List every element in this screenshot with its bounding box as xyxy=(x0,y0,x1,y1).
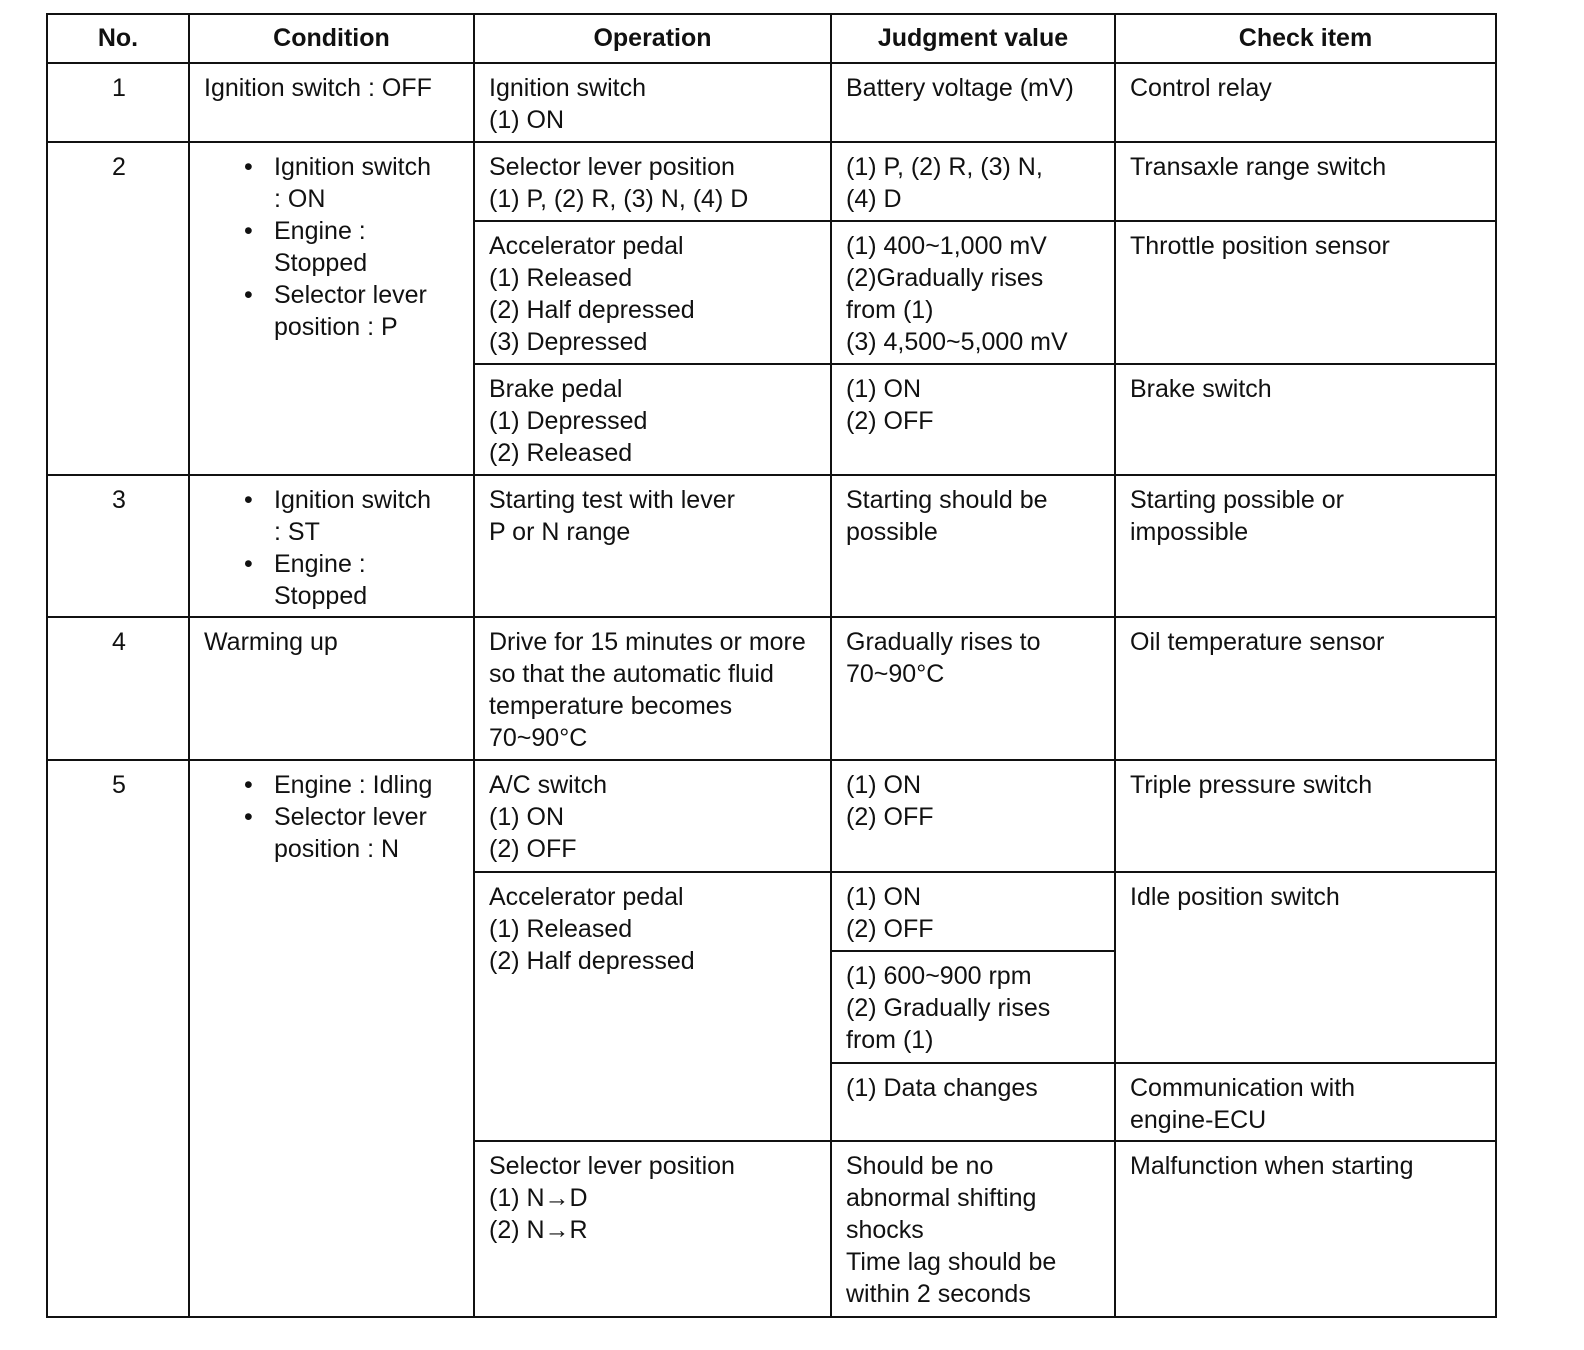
judgment-line: (1) 600~900 rpm xyxy=(846,962,1032,991)
condition-bullet xyxy=(244,151,461,215)
operation-line: Accelerator pedal xyxy=(489,232,684,261)
judgment-cell xyxy=(831,1141,1115,1317)
check-item-line: Oil temperature sensor xyxy=(1130,628,1385,657)
condition-line: Ignition switch : OFF xyxy=(204,73,432,102)
judgment-cell xyxy=(831,951,1115,1063)
table-header-row xyxy=(47,14,1496,63)
operation-line: (2) Released xyxy=(489,439,633,468)
condition-list xyxy=(204,151,461,343)
operation-line: (2) Half depressed xyxy=(489,296,695,325)
judgment-cell xyxy=(831,221,1115,364)
judgment-cell xyxy=(831,475,1115,617)
judgment-line: (2)Gradually rises xyxy=(846,264,1044,293)
operation-line: (1) Depressed xyxy=(489,407,648,436)
check-item-cell xyxy=(1115,760,1496,872)
table-row xyxy=(47,142,1496,221)
check-item-line: engine-ECU xyxy=(1130,1105,1267,1134)
condition-line: Stopped xyxy=(274,582,368,611)
judgment-line: (1) ON xyxy=(846,883,921,912)
operation-line: A/C switch xyxy=(489,771,608,800)
check-item-line: impossible xyxy=(1130,518,1249,547)
condition-cell xyxy=(189,617,474,760)
judgment-line: (1) P, (2) R, (3) N, xyxy=(846,152,1043,181)
check-item-line: Starting possible or xyxy=(1130,486,1345,515)
header-judgment-value: Judgment value xyxy=(831,14,1115,63)
operation-cell xyxy=(474,364,831,475)
operation-cell xyxy=(474,221,831,364)
condition-line: position : N xyxy=(274,835,400,864)
judgment-line: (1) 400~1,000 mV xyxy=(846,232,1047,261)
table-row xyxy=(47,475,1496,617)
judgment-line: (2) Gradually rises xyxy=(846,994,1051,1023)
check-item-cell xyxy=(1115,1141,1496,1317)
judgment-cell xyxy=(831,142,1115,221)
judgment-line: (2) OFF xyxy=(846,803,934,832)
operation-line: Starting test with lever xyxy=(489,486,735,515)
condition-bullet xyxy=(244,801,461,865)
judgment-line: Time lag should be xyxy=(846,1248,1057,1277)
operation-line: so that the automatic fluid xyxy=(489,660,774,689)
operation-line: Accelerator pedal xyxy=(489,883,684,912)
condition-line: • Ignition switch xyxy=(274,486,432,515)
check-item-line: Communication with xyxy=(1130,1073,1356,1102)
operation-cell xyxy=(474,872,831,1141)
judgment-line: Starting should be xyxy=(846,486,1048,515)
judgment-line: Battery voltage (mV) xyxy=(846,73,1074,102)
judgment-cell xyxy=(831,63,1115,142)
condition-line: • Engine : Idling xyxy=(274,771,433,800)
check-item-line: Throttle position sensor xyxy=(1130,232,1390,261)
condition-cell xyxy=(189,63,474,142)
judgment-cell xyxy=(831,760,1115,872)
check-item-line: Brake switch xyxy=(1130,375,1272,404)
condition-list xyxy=(204,484,461,612)
judgment-line: abnormal shifting xyxy=(846,1184,1037,1213)
check-item-cell xyxy=(1115,364,1496,475)
operation-line: Brake pedal xyxy=(489,375,623,404)
judgment-line: 70~90°C xyxy=(846,660,945,689)
row-number: 5 xyxy=(47,760,189,1317)
check-item-cell xyxy=(1115,142,1496,221)
check-item-cell xyxy=(1115,475,1496,617)
check-item-line: Control relay xyxy=(1130,73,1272,102)
operation-line: Selector lever position xyxy=(489,1152,735,1181)
condition-bullet xyxy=(244,279,461,343)
judgment-line: (1) ON xyxy=(846,375,921,404)
condition-cell xyxy=(189,760,474,1317)
operation-line: Ignition switch xyxy=(489,73,647,102)
operation-line: temperature becomes xyxy=(489,692,733,721)
operation-line: (1) ON xyxy=(489,803,564,832)
condition-bullet xyxy=(244,484,461,548)
operation-line: (2) N→R xyxy=(489,1216,588,1245)
header-check-item: Check item xyxy=(1115,14,1496,63)
judgment-line: (1) ON xyxy=(846,771,921,800)
operation-line: Selector lever position xyxy=(489,152,735,181)
judgment-line: (2) OFF xyxy=(846,407,934,436)
row-number: 1 xyxy=(47,63,189,142)
row-number: 2 xyxy=(47,142,189,475)
judgment-line: (4) D xyxy=(846,184,902,213)
condition-line: • Engine : xyxy=(274,216,366,245)
condition-cell xyxy=(189,475,474,617)
table-row xyxy=(47,63,1496,142)
check-item-cell xyxy=(1115,221,1496,364)
judgment-line: possible xyxy=(846,518,938,547)
condition-cell xyxy=(189,142,474,475)
table-row xyxy=(47,617,1496,760)
row-number: 3 xyxy=(47,475,189,617)
check-item-line: Malfunction when starting xyxy=(1130,1152,1414,1181)
judgment-line: Should be no xyxy=(846,1152,994,1181)
operation-line: 70~90°C xyxy=(489,724,588,753)
condition-list xyxy=(204,769,461,865)
condition-bullet xyxy=(244,548,461,612)
check-item-cell xyxy=(1115,63,1496,142)
condition-line: : ON xyxy=(274,184,326,213)
condition-line: Stopped xyxy=(274,248,368,277)
condition-bullet xyxy=(244,769,461,801)
operation-line: P or N range xyxy=(489,518,631,547)
operation-cell xyxy=(474,617,831,760)
check-item-cell xyxy=(1115,617,1496,760)
judgment-line: (2) OFF xyxy=(846,915,934,944)
judgment-cell xyxy=(831,617,1115,760)
operation-line: (2) Half depressed xyxy=(489,947,695,976)
judgment-line: from (1) xyxy=(846,1026,934,1055)
judgment-cell xyxy=(831,1063,1115,1141)
header-condition: Condition xyxy=(189,14,474,63)
row-number: 4 xyxy=(47,617,189,760)
judgment-line: (3) 4,500~5,000 mV xyxy=(846,328,1068,357)
condition-line: : ST xyxy=(274,518,320,547)
check-item-cell xyxy=(1115,872,1496,1063)
operation-line: (1) Released xyxy=(489,915,633,944)
check-item-line: Triple pressure switch xyxy=(1130,771,1373,800)
condition-line: • Selector lever xyxy=(274,280,427,309)
operation-cell xyxy=(474,475,831,617)
judgment-line: Gradually rises to xyxy=(846,628,1041,657)
check-item-line: Idle position switch xyxy=(1130,883,1340,912)
judgment-cell xyxy=(831,872,1115,951)
judgment-line: from (1) xyxy=(846,296,934,325)
operation-cell xyxy=(474,63,831,142)
condition-bullet xyxy=(244,215,461,279)
operation-line: (3) Depressed xyxy=(489,328,648,357)
operation-cell xyxy=(474,1141,831,1317)
condition-line: • Ignition switch xyxy=(274,152,432,181)
operation-line: (1) Released xyxy=(489,264,633,293)
header-operation: Operation xyxy=(474,14,831,63)
condition-line: • Engine : xyxy=(274,550,366,579)
operation-line: (1) N→D xyxy=(489,1184,588,1213)
header-no: No. xyxy=(47,14,189,63)
operation-cell xyxy=(474,142,831,221)
condition-line: • Selector lever xyxy=(274,803,427,832)
check-item-line: Transaxle range switch xyxy=(1130,152,1387,181)
operation-line: Drive for 15 minutes or more xyxy=(489,628,806,657)
operation-line: (1) ON xyxy=(489,105,564,134)
operation-line: (1) P, (2) R, (3) N, (4) D xyxy=(489,184,749,213)
inspection-table xyxy=(46,13,1497,1318)
table-row xyxy=(47,760,1496,872)
judgment-line: shocks xyxy=(846,1216,924,1245)
operation-cell xyxy=(474,760,831,872)
operation-line: (2) OFF xyxy=(489,835,577,864)
condition-line: Warming up xyxy=(204,628,338,657)
judgment-line: within 2 seconds xyxy=(846,1280,1031,1309)
judgment-line: (1) Data changes xyxy=(846,1073,1038,1102)
condition-line: position : P xyxy=(274,312,398,341)
check-item-cell xyxy=(1115,1063,1496,1141)
judgment-cell xyxy=(831,364,1115,475)
